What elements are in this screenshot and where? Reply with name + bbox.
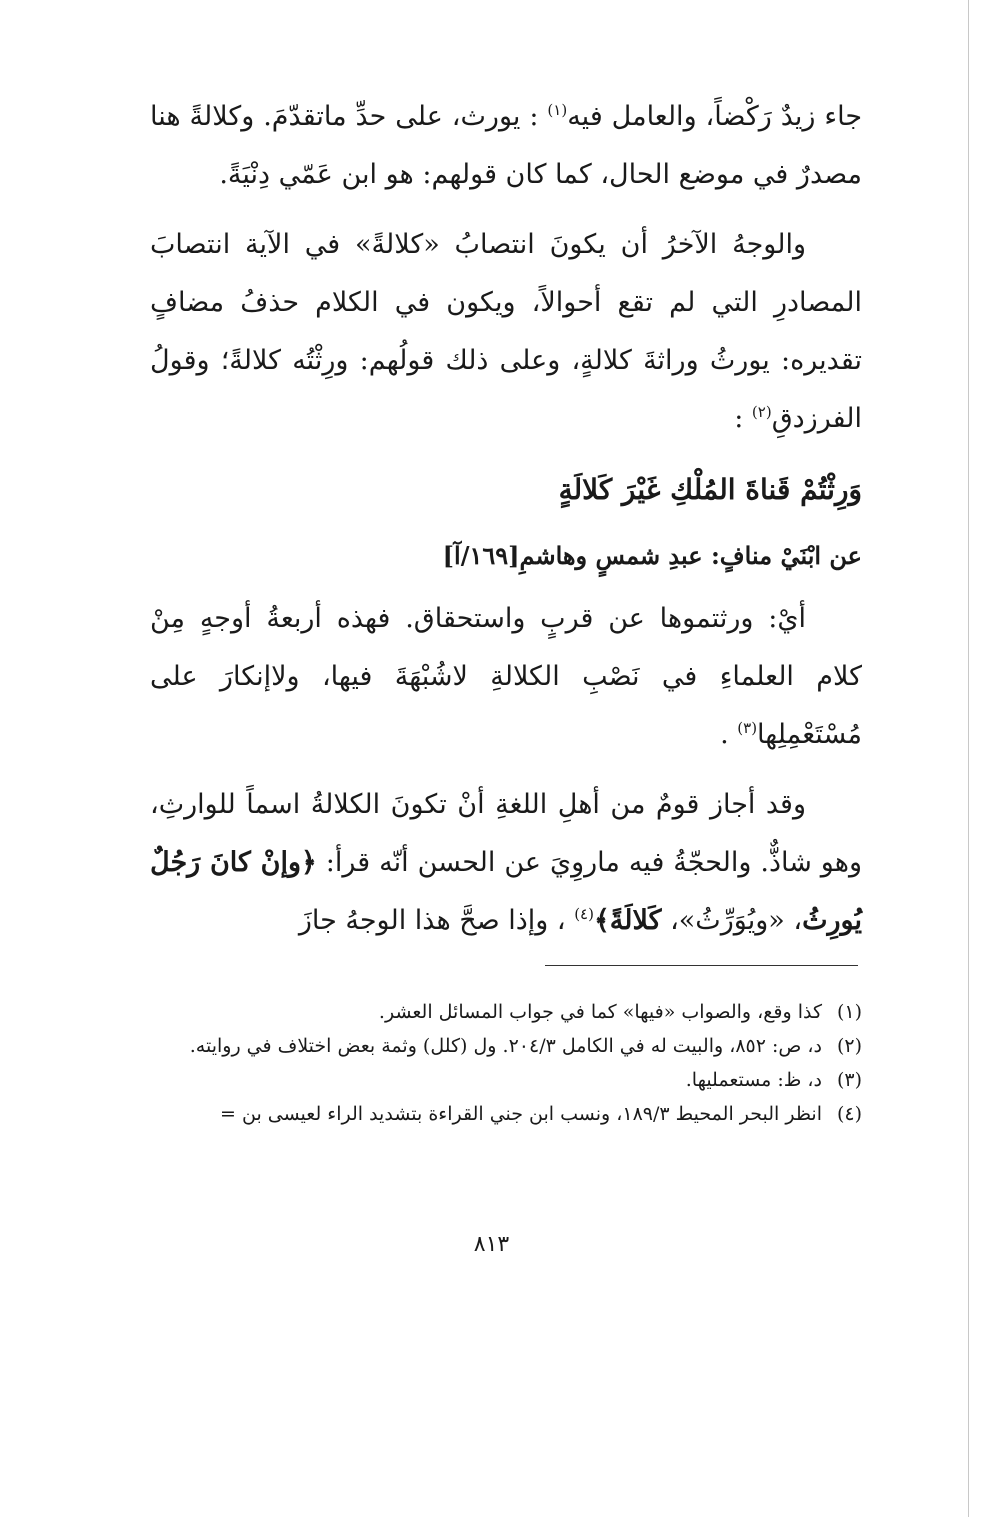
footnote-number: (٣) bbox=[836, 1069, 862, 1091]
page-body bbox=[150, 88, 862, 962]
quran-quote-b: كَلالَةً﴾ bbox=[593, 905, 662, 936]
footnote-item bbox=[160, 1029, 862, 1063]
page-number: ٨١٣ bbox=[473, 1232, 510, 1257]
footnote-number: (٢) bbox=[836, 1035, 862, 1057]
paragraph-4 bbox=[150, 776, 862, 950]
paragraph-2-text-a: والوجهُ الآخرُ أن يكونَ انتصابُ «كلالةً» في الآية انتصابَ المصادرِ التي لم تقع أحوالاً، ويكون في الكلام حذفُ مضافٍ تقديره: يورثُ وراثةَ كلالةٍ، وعلى ذلك قولُهم: ورِثْتُه كلالةً؛ وقولُ الفرزدقِ bbox=[150, 229, 862, 434]
paragraph-3-text-b: . bbox=[720, 719, 729, 750]
footnote-ref-1: (١) bbox=[547, 101, 568, 119]
footnote-item bbox=[160, 1063, 862, 1097]
footnote-ref-4: (٤) bbox=[574, 905, 594, 923]
paragraph-1 bbox=[150, 88, 862, 204]
footnote-text: انظر البحر المحيط ١٨٩/٣، ونسب ابن جني القراءة بتشديد الراء لعيسى بن = bbox=[220, 1103, 822, 1125]
paragraph-3 bbox=[150, 590, 862, 764]
paragraph-4-text-b: ، وإذا صحَّ هذا الوجهُ جازَ bbox=[298, 905, 566, 936]
scan-edge-line bbox=[968, 0, 969, 1517]
footnote-number: (١) bbox=[836, 1001, 862, 1023]
paragraph-3-text-a: أيْ: ورثتموها عن قربٍ واستحقاق. فهذه أربعةُ أوجهٍ مِنْ كلام العلماءِ في نَصْبِ الكلالةِ لاشُبْهَةَ فيها، ولاإنكارَ على مُسْتَعْمِلِها bbox=[150, 603, 862, 750]
poetry-verse-line-1: وَرِثْتُمْ قَناةَ المُلْكِ غَيْرَ كَلالَةٍ bbox=[558, 473, 862, 506]
footnote-item bbox=[160, 1097, 862, 1131]
footnote-text: كذا وقع، والصواب «فيها» كما في جواب المسائل العشر. bbox=[378, 1001, 822, 1023]
paragraph-1-rest: وكلالةً هنا مصدرٌ في موضع الحال، كما كان قولهم: هو ابن عَمّي دِنْيَةً. bbox=[150, 101, 862, 190]
paragraph-1-text-b: : يورث، على حدِّ ماتقدّمَ. bbox=[263, 101, 539, 132]
footnote-ref-2: (٢) bbox=[751, 403, 772, 421]
paragraph-4-mid: ، «ويُوَرِّثُ»، bbox=[670, 905, 803, 936]
footnote-divider bbox=[545, 965, 858, 966]
footnote-ref-3: (٣) bbox=[737, 719, 758, 737]
paragraph-1-text-a: جاء زيدٌ رَكْضاً، والعامل فيه bbox=[567, 101, 863, 132]
paragraph-2 bbox=[150, 216, 862, 448]
footnotes bbox=[160, 995, 862, 1131]
footnote-text: د، ص: ٨٥٢، والبيت له في الكامل ٢٠٤/٣. ول (كلل) وثمة بعض اختلاف في روايته. bbox=[189, 1035, 822, 1057]
footnote-text: د، ظ: مستعمليها. bbox=[685, 1069, 822, 1091]
quran-quote-a: ﴿وإنْ كانَ رَجُلٌ يُورِثُ bbox=[150, 847, 862, 936]
paragraph-2-text-b: : bbox=[734, 403, 744, 434]
footnote-number: (٤) bbox=[836, 1103, 862, 1125]
paragraph-4-text-a: وقد أجاز قومٌ من أهلِ اللغةِ أنْ تكونَ الكلالةُ اسماً للوارثِ، وهو شاذٌّ. والحجّةُ فيه ماروِيَ عن الحسن أنّه قرأ: bbox=[150, 789, 862, 878]
footnote-item bbox=[160, 995, 862, 1029]
poetry-verse-line-2: عن ابْنَيْ منافٍ: عبدِ شمسٍ وهاشمِ[١٦٩/آ] bbox=[442, 541, 862, 570]
